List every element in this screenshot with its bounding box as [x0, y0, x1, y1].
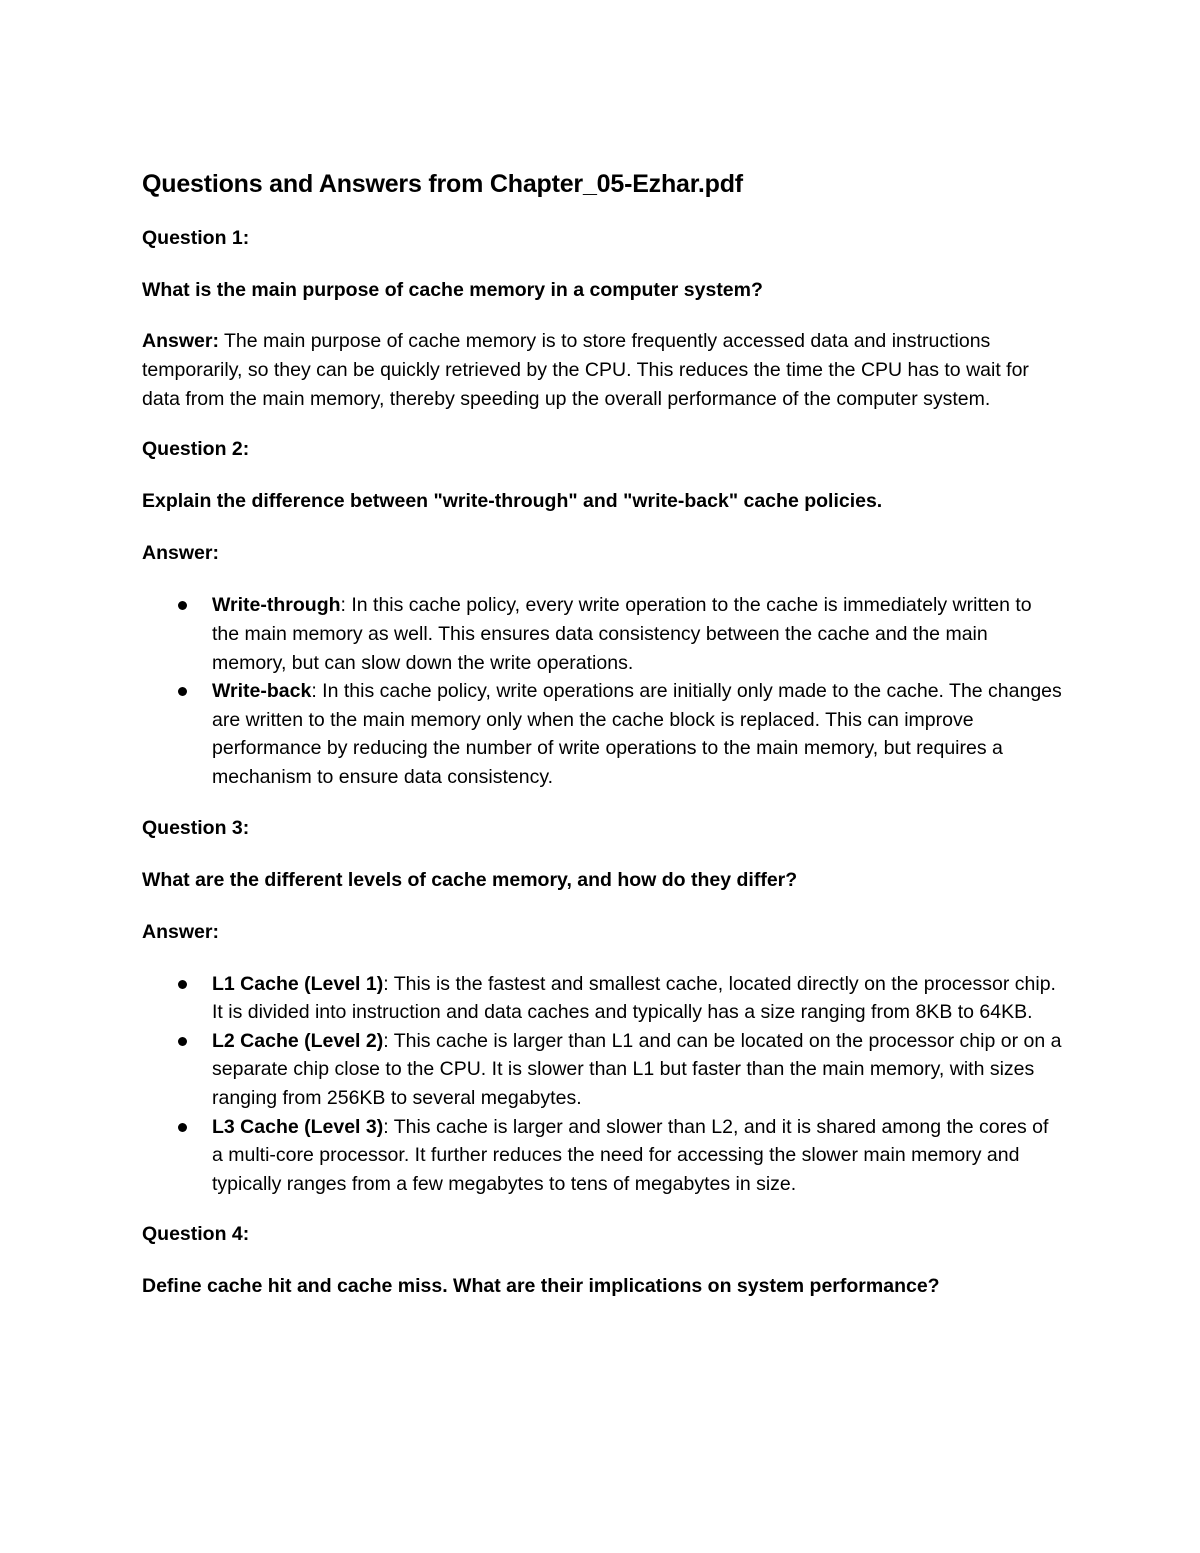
list-item-term: Write-back	[212, 680, 312, 703]
bullet-icon	[178, 601, 187, 610]
list-item-term: L3 Cache (Level 3)	[212, 1115, 384, 1138]
question-4-text: Define cache hit and cache miss. What are their implications on system performance?	[142, 1275, 940, 1298]
bullet-icon	[178, 687, 187, 696]
bullet-icon	[178, 1123, 187, 1132]
question-3-text: What are the different levels of cache memory, and how do they differ?	[142, 868, 798, 891]
bullet-icon	[178, 1037, 187, 1046]
question-2-label: Question 2:	[142, 438, 250, 461]
question-3-label: Question 3:	[142, 816, 250, 839]
answer-label: Answer:	[142, 330, 219, 352]
question-2-answer-list	[142, 591, 1062, 791]
question-1-text: What is the main purpose of cache memory in a computer system?	[142, 279, 763, 301]
question-2-text: Explain the difference between "write-through" and "write-back" cache policies.	[142, 490, 883, 513]
list-item	[142, 970, 1062, 1027]
list-item-term: L2 Cache (Level 2)	[212, 1029, 384, 1052]
bullet-icon	[178, 980, 187, 989]
list-item-text: : This cache is larger than L1 and can be located on the processor chip or on a separate chip close to the CPU. It is slower than L1 but faster than the main memory, with sizes ranging from 256KB to several megabytes.	[212, 1029, 1062, 1109]
list-item-text: : This is the fastest and smallest cache, located directly on the processor chip. It is divided into instruction and data caches and typically has a size ranging from 8KB to 64KB.	[212, 972, 1056, 1024]
question-1-answer	[142, 327, 1062, 413]
list-item-text: : In this cache policy, write operations are initially only made to the cache. The changes are written to the main memory only when the cache block is replaced. This can improve performance by reducing the number of write operations to the main memory, but requires a mechanism to ensure data consistency.	[212, 680, 1062, 788]
list-item	[142, 677, 1062, 791]
list-item	[142, 1113, 1062, 1199]
answer-body: The main purpose of cache memory is to store frequently accessed data and instructions temporarily, so they can be quickly retrieved by the CPU. This reduces the time the CPU has to wait for data from the main memory, thereby speeding up the overall performance of the computer system.	[142, 330, 1029, 410]
list-item-term: L1 Cache (Level 1)	[212, 972, 384, 995]
question-2-answer-label: Answer:	[142, 542, 219, 565]
list-item	[142, 1027, 1062, 1113]
list-item-term: Write-through	[212, 594, 341, 617]
list-item	[142, 591, 1062, 677]
question-3-answer-list	[142, 970, 1062, 1199]
document-page	[142, 166, 1062, 1300]
question-3-answer-label: Answer:	[142, 920, 219, 943]
document-title: Questions and Answers from Chapter_05-Ezhar.pdf	[142, 170, 743, 198]
question-1-label: Question 1:	[142, 227, 250, 249]
list-item-text: : This cache is larger and slower than L2, and it is shared among the cores of a multi-core processor. It further reduces the need for accessing the slower main memory and typically ranges from a few megabytes to tens of megabytes in size.	[212, 1115, 1049, 1195]
question-4-label: Question 4:	[142, 1223, 250, 1246]
list-item-text: : In this cache policy, every write operation to the cache is immediately written to the main memory as well. This ensures data consistency between the cache and the main memory, but can slow down the write operations.	[212, 594, 1032, 674]
